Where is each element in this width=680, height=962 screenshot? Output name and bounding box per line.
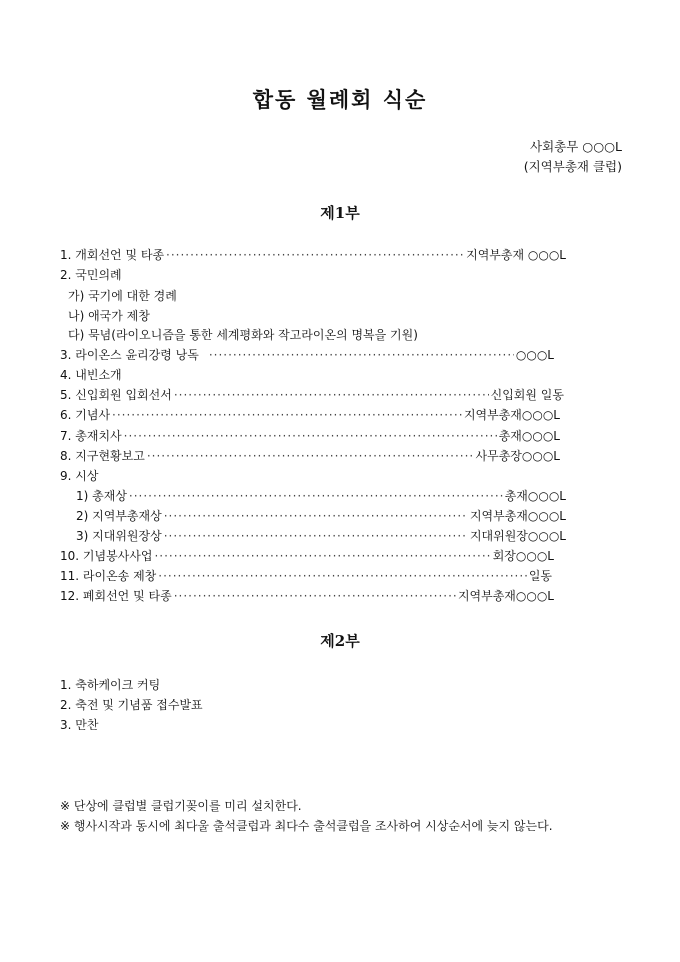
item-label: 6. 기념사 [60, 408, 111, 422]
organizer-affiliation: (지역부총재 클럽) [523, 159, 622, 174]
leader-dots [112, 408, 462, 422]
program-item-5 [60, 386, 564, 403]
note-1: ※ 단상에 클럽별 클럽기꽂이를 미리 설치한다. [60, 799, 302, 813]
program-item-11 [60, 567, 552, 584]
part2-item-3: 3. 만찬 [60, 718, 99, 732]
part2-heading: 제2부 [320, 632, 360, 650]
leader-dots [174, 589, 456, 603]
leader-dots [158, 569, 527, 583]
program-item-6 [60, 406, 560, 423]
item-label: 1. 개회선언 및 타종 [60, 248, 165, 262]
item-presenter: 지역부총재 ○○○L [466, 248, 566, 262]
leader-dots [166, 248, 464, 262]
leader-dots [129, 489, 503, 503]
item-presenter: 지대위원장○○○L [469, 529, 566, 543]
program-subitem-9-3 [76, 527, 566, 544]
item-label: 5. 신입회원 입회선서 [60, 388, 172, 402]
program-item-3 [60, 346, 554, 363]
leader-dots [174, 388, 489, 402]
item-presenter: 신입회원 일동 [490, 388, 564, 402]
leader-dots [147, 449, 474, 463]
program-subitem-2a: 가) 국기에 대한 경례 [68, 289, 177, 303]
part2-item-1: 1. 축하케이크 커팅 [60, 678, 161, 692]
program-item-4: 4. 내빈소개 [60, 368, 122, 382]
item-label: 7. 총재치사 [60, 429, 122, 443]
item-presenter: 총재○○○L [498, 429, 560, 443]
item-presenter: 지역부총재○○○L [469, 509, 566, 523]
leader-dots [209, 348, 514, 362]
item-presenter: 지역부총재○○○L [457, 589, 554, 603]
item-label: 3. 라이온스 윤리강령 낭독 [60, 348, 199, 362]
leader-dots [124, 429, 497, 443]
item-presenter: 사무총장○○○L [475, 449, 560, 463]
item-label: 1) 총재상 [76, 489, 127, 503]
program-subitem-9-2 [76, 507, 566, 524]
item-label: 10. 기념봉사사업 [60, 549, 153, 563]
program-item-9: 9. 시상 [60, 469, 99, 483]
organizer-name: 사회총무 ○○○L [530, 139, 622, 154]
program-item-12 [60, 587, 554, 604]
program-item-10 [60, 547, 554, 564]
program-subitem-2c: 다) 묵념(라이오니즘을 통한 세계평화와 작고라이온의 명복을 기원) [68, 328, 418, 342]
leader-dots [164, 529, 468, 543]
item-label: 3) 지대위원장상 [76, 529, 162, 543]
item-presenter: 지역부총재○○○L [463, 408, 560, 422]
part1-heading: 제1부 [320, 204, 360, 222]
leader-dots [154, 549, 490, 563]
program-item-2: 2. 국민의례 [60, 268, 122, 282]
program-item-1 [60, 246, 566, 263]
leader-dots [164, 509, 468, 523]
item-presenter: 일동 [528, 569, 552, 583]
part2-item-2: 2. 축전 및 기념품 접수발표 [60, 698, 203, 712]
document-title: 합동 월례회 식순 [252, 87, 428, 112]
item-label: 8. 지구현황보고 [60, 449, 145, 463]
item-label: 11. 라이온송 제창 [60, 569, 157, 583]
program-subitem-9-1 [76, 487, 566, 504]
item-presenter: 총재○○○L [504, 489, 566, 503]
program-item-8 [60, 447, 560, 464]
program-subitem-2b: 나) 애국가 제창 [68, 309, 150, 323]
item-label: 2) 지역부총재상 [76, 509, 162, 523]
item-label: 12. 폐회선언 및 타종 [60, 589, 172, 603]
item-presenter: 회장○○○L [492, 549, 554, 563]
program-item-7 [60, 427, 560, 444]
note-2: ※ 행사시작과 동시에 최다울 출석클럽과 최다수 출석클럽을 조사하여 시상순서에 늦지 않는다. [60, 819, 553, 833]
item-presenter: ○○○L [515, 348, 554, 362]
